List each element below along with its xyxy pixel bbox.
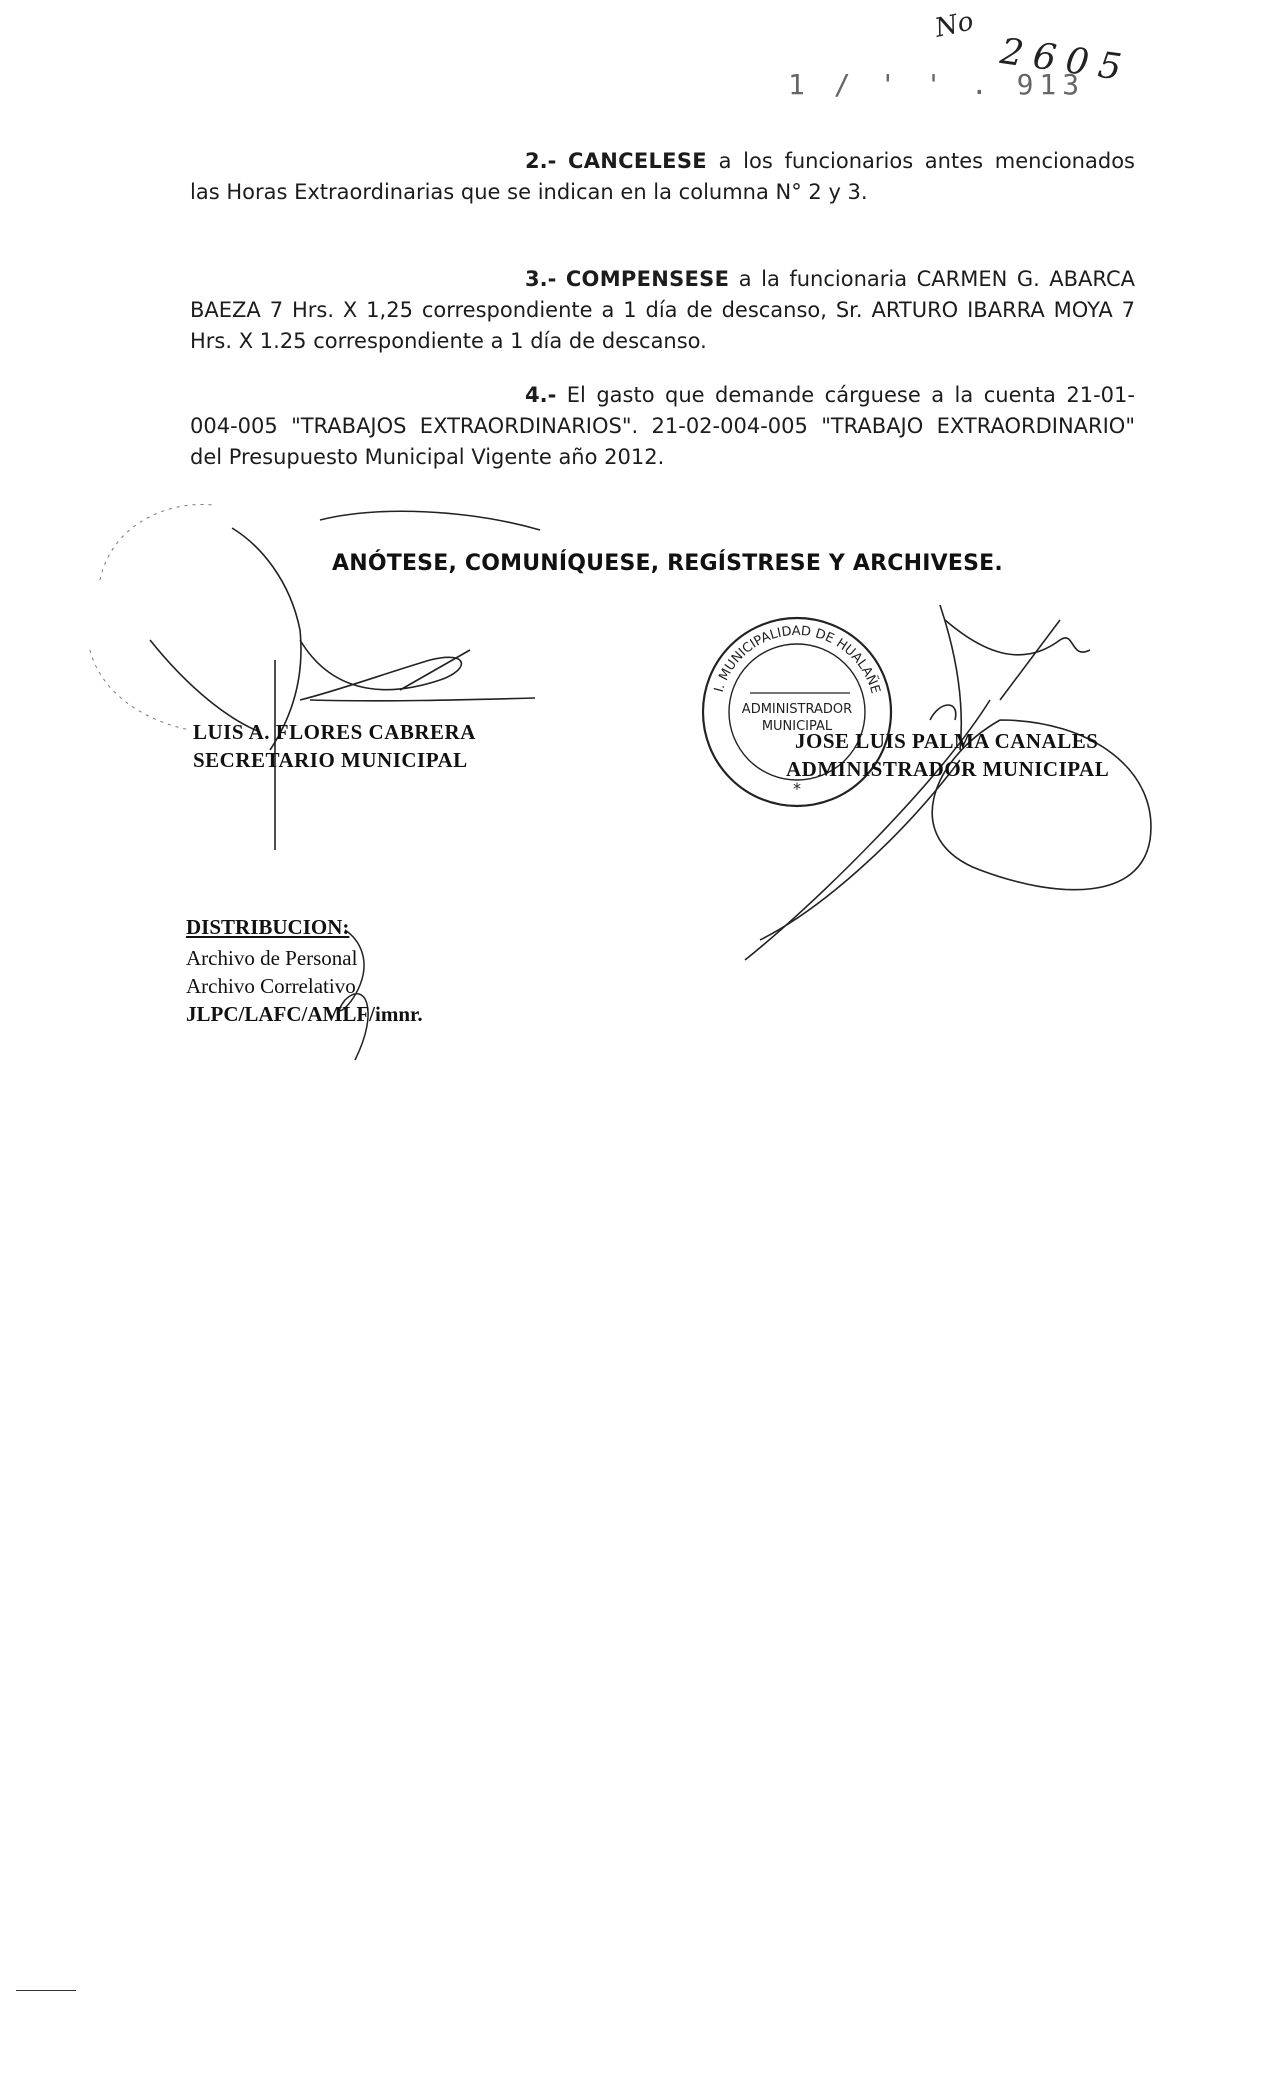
- distribution-item: Archivo Correlativo: [186, 974, 356, 998]
- stamp-center-line-1: ADMINISTRADOR: [741, 702, 853, 717]
- paragraph-3: [190, 264, 1135, 357]
- paragraph-2-keyword: CANCELESE: [568, 149, 707, 173]
- handwritten-decree-number: 2605: [997, 31, 1134, 90]
- paragraph-4: [190, 380, 1135, 473]
- footer-rule: [16, 1990, 76, 1991]
- left-signer-title: SECRETARIO MUNICIPAL: [193, 748, 468, 772]
- stamp-center-line-2: MUNICIPAL: [761, 719, 833, 734]
- right-signer-name: JOSE LUIS PALMA CANALES: [795, 729, 1099, 753]
- paragraph-4-text: El gasto que demande cárguese a la cuenta 21-01-004-005 "TRABAJOS EXTRAORDINARIOS". 21-02-004-005 "TRABAJO EXTRAORDINARIO" del Presupuesto Municipal Vigente año 2012.: [190, 383, 1135, 469]
- paragraph-3-text: a la funcionaria CARMEN G. ABARCA BAEZA 7 Hrs. X 1,25 correspondiente a 1 día de descanso, Sr. ARTURO IBARRA MOYA 7 Hrs. X 1.25 correspondiente a 1 día de descanso.: [190, 267, 1135, 353]
- paragraph-2-number: 2.-: [525, 149, 557, 173]
- right-signer-title: ADMINISTRADOR MUNICIPAL: [786, 757, 1110, 781]
- distribution-initials: JLPC/LAFC/AMLF/imnr.: [186, 1002, 423, 1026]
- right-signature: [745, 605, 1151, 960]
- handwritten-no: No: [932, 6, 977, 44]
- paragraph-4-number: 4.-: [525, 383, 557, 407]
- distribution-heading: DISTRIBUCION:: [186, 915, 350, 939]
- closing-formula: ANÓTESE, COMUNÍQUESE, REGÍSTRESE Y ARCHIVESE.: [332, 551, 1003, 576]
- stamp-ring-text: I. MUNICIPALIDAD DE HUALAÑE: [711, 623, 883, 696]
- paragraph-3-number: 3.-: [525, 267, 557, 291]
- svg-text:*: *: [793, 779, 801, 798]
- date-stamp: 1 / ' ' . 913: [788, 68, 1086, 101]
- paragraph-2-text: a los funcionarios antes mencionados las Horas Extraordinarias que se indican en la columna N° 2 y 3.: [190, 149, 1135, 204]
- distribution-item: Archivo de Personal: [186, 946, 358, 970]
- paragraph-3-keyword: COMPENSESE: [565, 267, 730, 291]
- left-faint-stamp: [90, 504, 215, 730]
- left-signer-name: LUIS A. FLORES CABRERA: [193, 720, 476, 744]
- paragraph-2: [190, 146, 1135, 208]
